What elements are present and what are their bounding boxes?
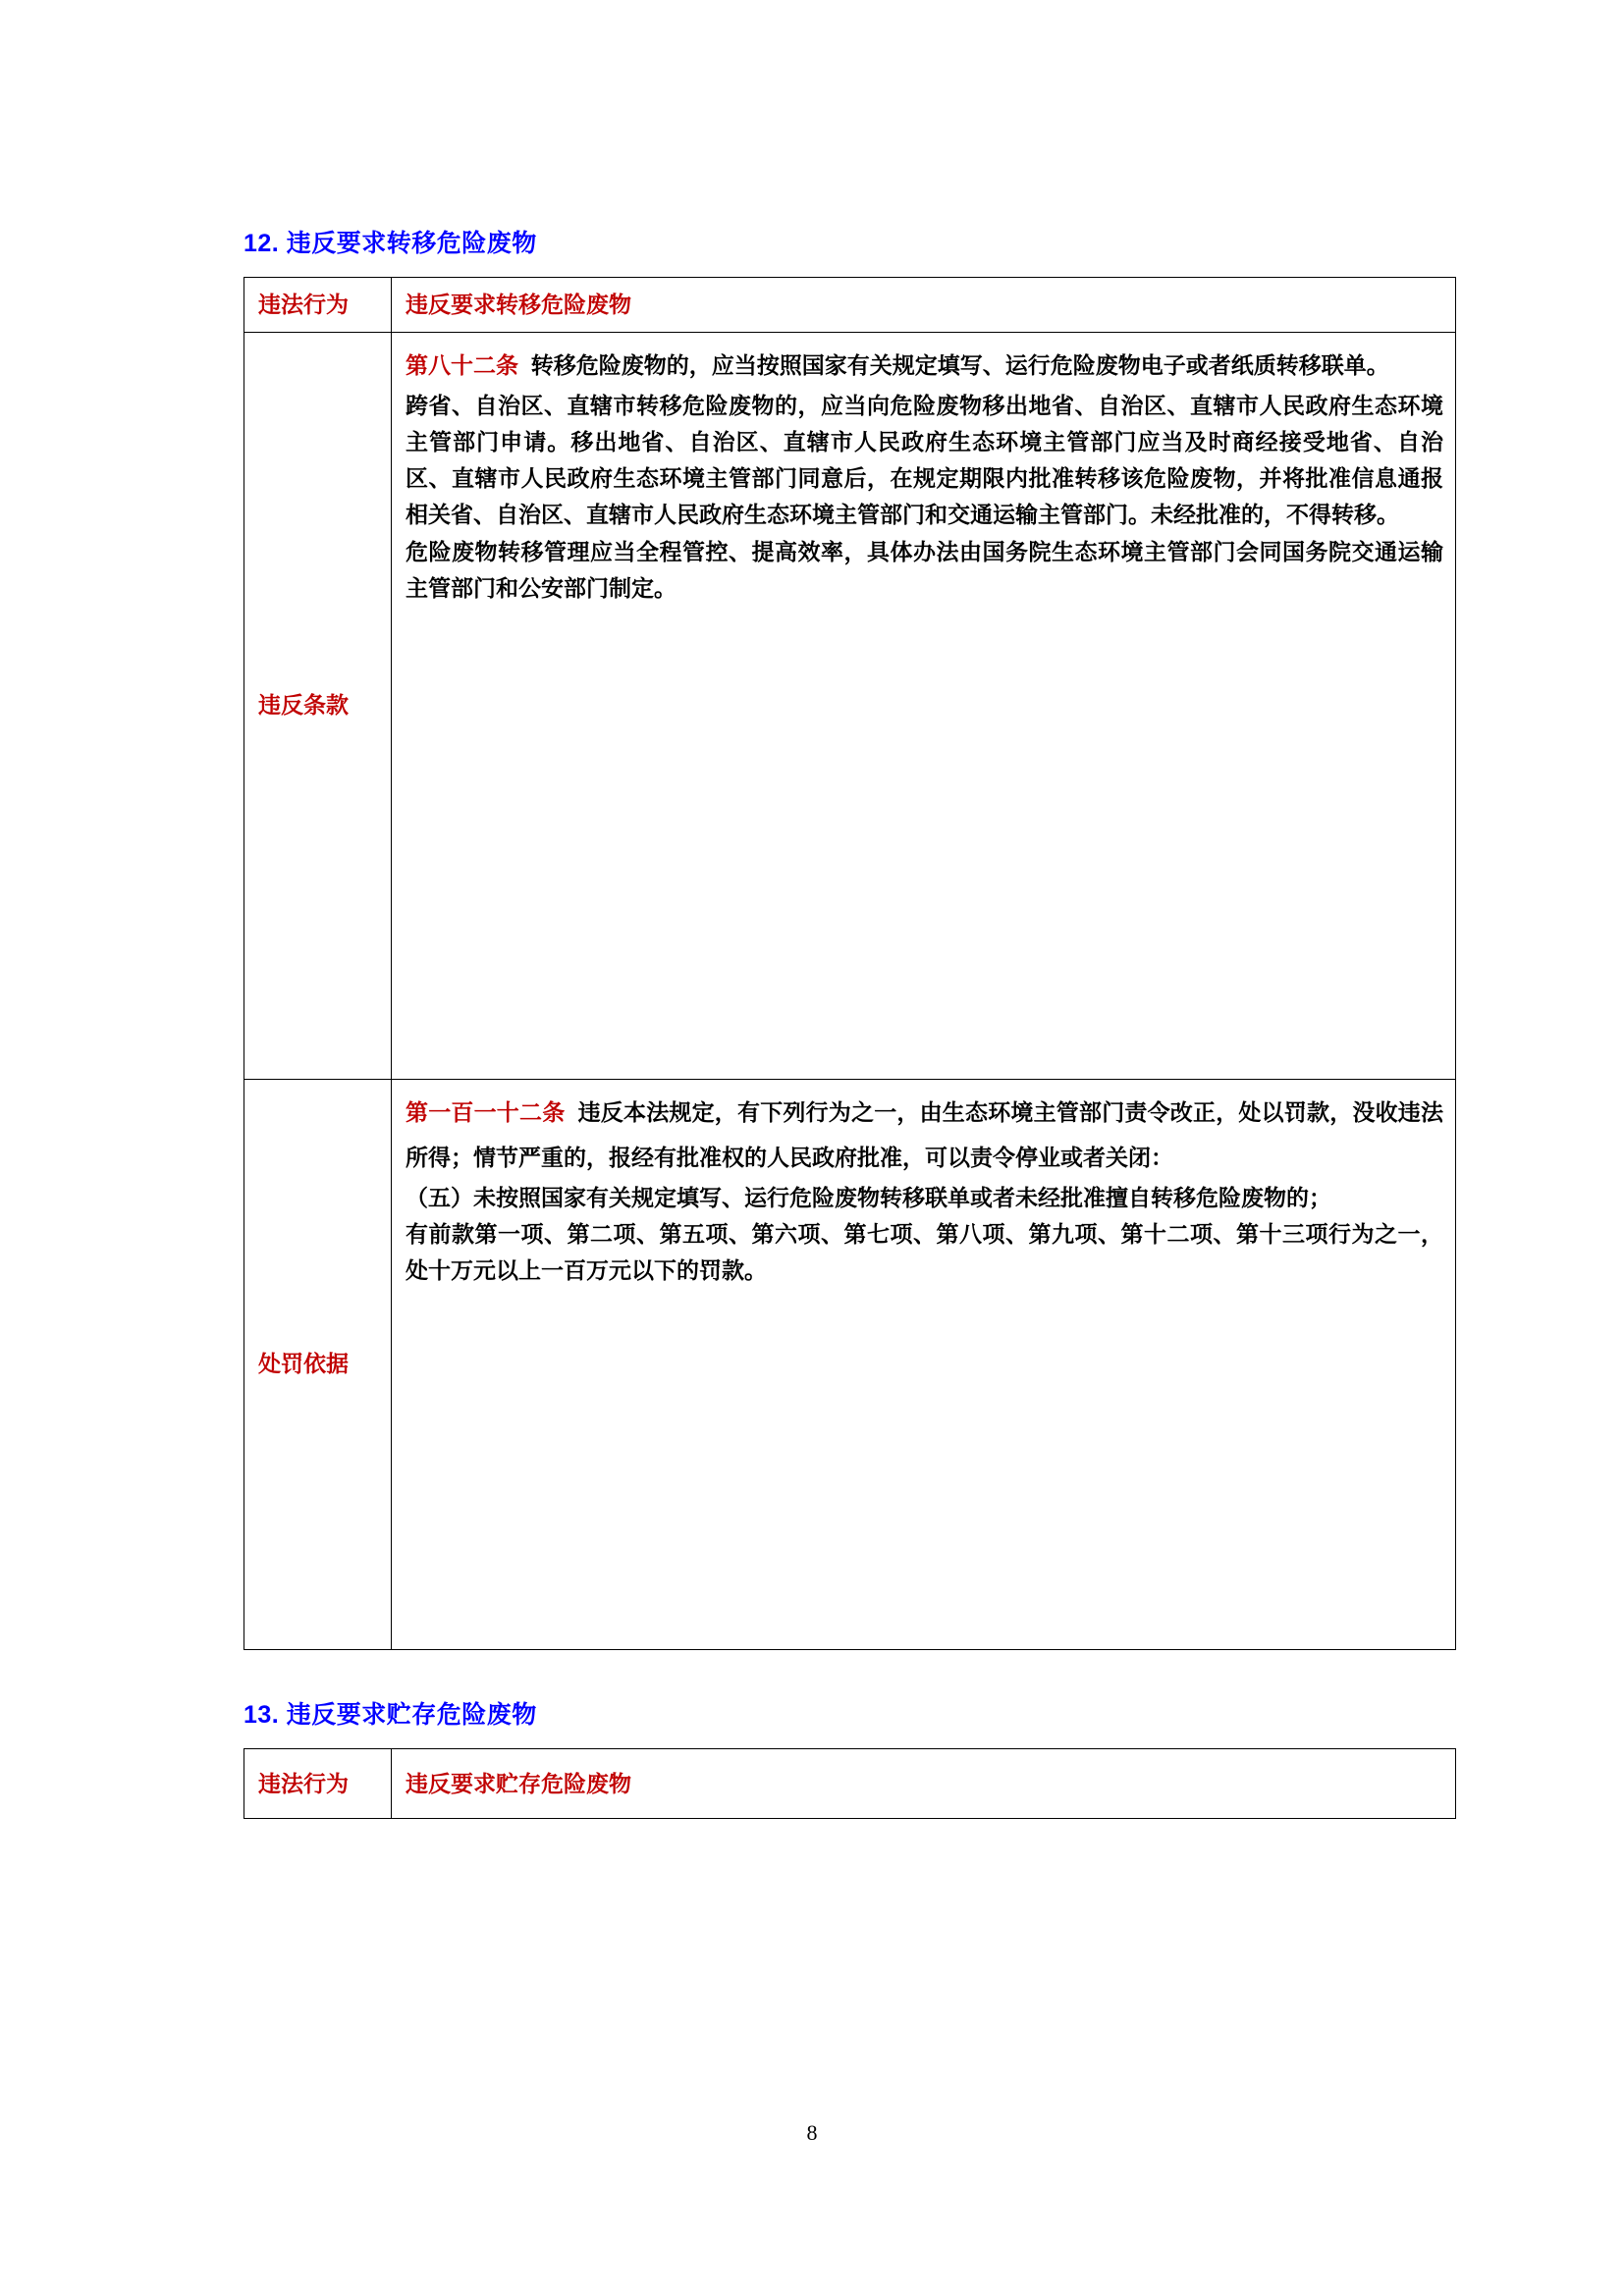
penalty-paragraph-2: （五）未按照国家有关规定填写、运行危险废物转移联单或者未经批准擅自转移危险废物的； bbox=[406, 1184, 1331, 1210]
section-12-heading: 12. 违反要求转移危险废物 bbox=[244, 230, 537, 257]
violation-type-label: 违法行为 bbox=[244, 278, 392, 333]
clause-text-1: 转移危险废物的，应当按照国家有关规定填写、运行危险废物电子或者纸质转移联单。 bbox=[530, 351, 1389, 378]
page-number: 8 bbox=[806, 2120, 818, 2145]
clause-paragraph-3: 危险废物转移管理应当全程管控、提高效率，具体办法由国务院生态环境主管部门会同国务院交通运输主管部门和公安部门制定。 bbox=[406, 538, 1443, 601]
article-number-82: 第八十二条 bbox=[406, 351, 518, 378]
violated-clause-content bbox=[392, 332, 1456, 1079]
table-row bbox=[244, 1079, 1456, 1649]
section-12-table bbox=[244, 277, 1456, 1650]
page-content bbox=[244, 224, 1479, 1819]
penalty-basis-label: 处罚依据 bbox=[244, 1079, 392, 1649]
violation-type-label-2: 违法行为 bbox=[244, 1748, 392, 1819]
clause-paragraph-1 bbox=[406, 343, 1443, 388]
clause-paragraph-2: 跨省、自治区、直辖市转移危险废物的，应当向危险废物移出地省、自治区、直辖市人民政府生态环境主管部门申请。移出地省、自治区、直辖市人民政府生态环境主管部门应当及时商经接受地省、自治区、直辖市人民政府生态环境主管部门同意后，在规定期限内批准转移该危险废物，并将批准信息通报相关省、自治区、直辖市人民政府生态环境主管部门和交通运输主管部门。未经批准的，不得转移。 bbox=[406, 392, 1443, 528]
table-row bbox=[244, 1748, 1456, 1819]
penalty-text-1: 违反本法规定，有下列行为之一，由生态环境主管部门责令改正，处以罚款，没收违法所得；情节严重的，报经有批准权的人民政府批准，可以责令停业或者关闭： bbox=[406, 1098, 1444, 1170]
penalty-basis-content bbox=[392, 1079, 1456, 1649]
penalty-paragraph-3: 有前款第一项、第二项、第五项、第六项、第七项、第八项、第九项、第十二项、第十三项行为之一，处十万元以上一百万元以下的罚款。 bbox=[406, 1220, 1443, 1283]
article-number-112: 第一百一十二条 bbox=[406, 1098, 566, 1125]
penalty-paragraph-1 bbox=[406, 1090, 1443, 1180]
section-13-heading: 13. 违反要求贮存危险废物 bbox=[244, 1700, 537, 1729]
table-row bbox=[244, 278, 1456, 333]
violation-type-value-2: 违反要求贮存危险废物 bbox=[392, 1748, 1456, 1819]
section-13-table bbox=[244, 1748, 1456, 1820]
table-row bbox=[244, 332, 1456, 1079]
violated-clause-label: 违反条款 bbox=[244, 332, 392, 1079]
violation-type-value: 违反要求转移危险废物 bbox=[392, 278, 1456, 333]
